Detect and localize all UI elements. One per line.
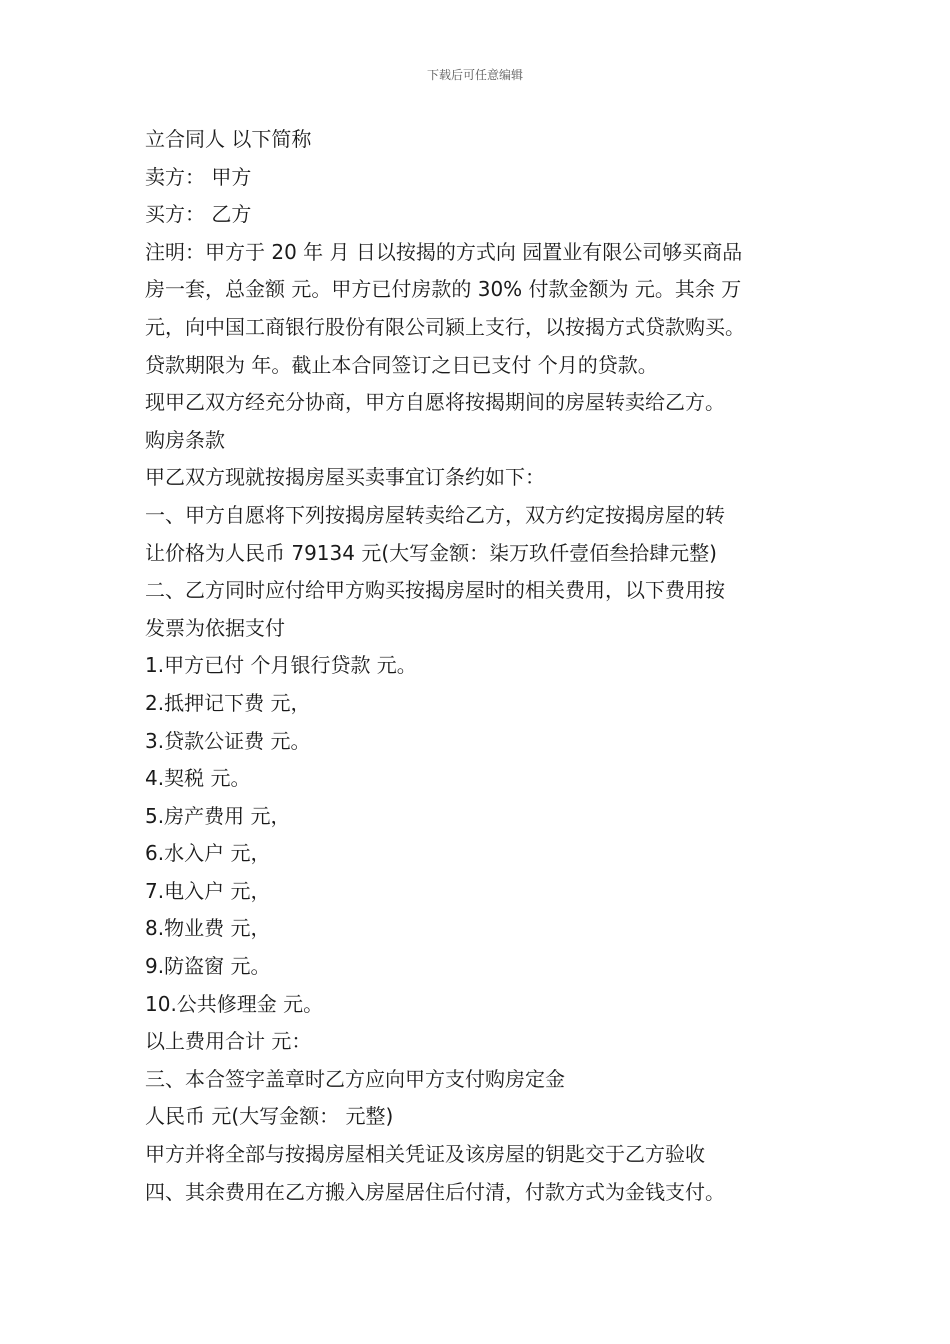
contract-line: 四、其余费用在乙方搬入房屋居住后付清，付款方式为金钱支付。 — [145, 1179, 725, 1204]
fee-item: 10.公共修理金 元。 — [145, 991, 324, 1016]
fee-item: 2.抵押记下费 元， — [145, 690, 311, 715]
contract-line: 现甲乙双方经充分协商，甲方自愿将按揭期间的房屋转卖给乙方。 — [145, 390, 725, 415]
fee-item: 6.水入户 元， — [145, 841, 271, 866]
contract-line: 元，向中国工商银行股份有限公司颍上支行，以按揭方式贷款购买。 — [145, 314, 745, 339]
contract-line: 甲乙双方现就按揭房屋买卖事宜订条约如下： — [145, 465, 545, 490]
fee-item: 4.契税 元。 — [145, 766, 251, 791]
page-header-note: 下载后可任意编辑 — [426, 68, 523, 82]
contract-line: 买方： 乙方 — [145, 202, 252, 227]
contract-line: 立合同人 以下简称 — [145, 127, 312, 151]
contract-line: 一、甲方自愿将下列按揭房屋转卖给乙方，双方约定按揭房屋的转 — [145, 502, 725, 527]
fee-item: 1.甲方已付 个月银行贷款 元。 — [145, 653, 417, 678]
section-title: 购房条款 — [145, 427, 225, 452]
contract-line: 二、乙方同时应付给甲方购买按揭房屋时的相关费用，以下费用按 — [145, 578, 725, 603]
contract-line: 让价格为人民币 79134 元(大写金额：柒万玖仟壹佰叁拾肆元整) — [145, 540, 717, 565]
contract-line: 贷款期限为 年。截止本合同签订之日已支付 个月的贷款。 — [145, 352, 658, 377]
fee-item: 8.物业费 元， — [145, 916, 271, 941]
contract-line: 发票为依据支付 — [145, 615, 285, 640]
contract-body — [145, 121, 835, 1211]
contract-line: 卖方： 甲方 — [145, 164, 252, 189]
fee-item: 9.防盗窗 元。 — [145, 954, 271, 979]
fee-item: 7.电入户 元， — [145, 878, 271, 903]
contract-line: 以上费用合计 元： — [145, 1029, 312, 1054]
contract-line: 人民币 元(大写金额： 元整) — [145, 1104, 394, 1129]
contract-line: 甲方并将全部与按揭房屋相关凭证及该房屋的钥匙交于乙方验收 — [145, 1142, 705, 1167]
contract-line: 注明：甲方于 20 年 月 日以按揭的方式向 园置业有限公司够买商品 — [145, 239, 743, 264]
fee-item: 5.房产费用 元， — [145, 803, 291, 828]
contract-line: 三、本合签字盖章时乙方应向甲方支付购房定金 — [145, 1066, 565, 1091]
fee-item: 3.贷款公证费 元。 — [145, 728, 311, 753]
contract-line: 房一套，总金额 元。甲方已付房款的 30% 付款金额为 元。其余 万 — [145, 277, 742, 302]
